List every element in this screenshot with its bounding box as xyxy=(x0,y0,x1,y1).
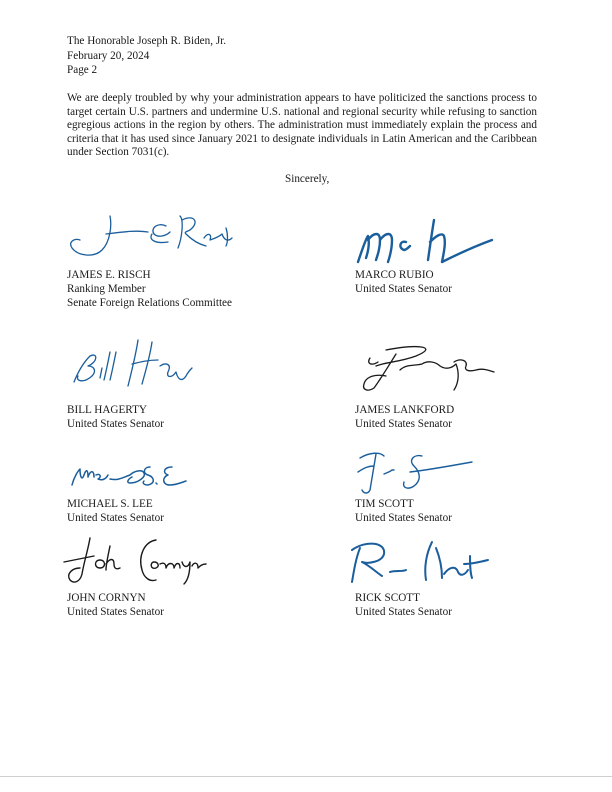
signatory-name: RICK SCOTT xyxy=(355,592,420,604)
signatory-name: JOHN CORNYN xyxy=(67,592,146,604)
lankford-signature xyxy=(356,340,500,396)
page-number: Page 2 xyxy=(67,64,98,77)
signatory-title: United States Senator xyxy=(67,606,164,618)
addressee: The Honorable Joseph R. Biden, Jr. xyxy=(67,35,227,47)
signatory-title: Ranking Member xyxy=(67,283,146,295)
footer-divider xyxy=(0,776,612,777)
rubio-signature xyxy=(350,210,500,270)
letter-header xyxy=(67,34,226,78)
signatory-title: United States Senator xyxy=(355,283,452,295)
body-paragraph: We are deeply troubled by why your administration appears to have politicized the sanctions process to target certain U.S. partners and undermine U.S. national and regional security while refusing to sanction egregious actions in the region by others. The administration must immediately explain the process and criteria that it has used since January 2021 to designate individuals in Latin American and the Caribbean under Section 7031(c). xyxy=(67,92,537,159)
signatory-name: MARCO RUBIO xyxy=(355,269,434,281)
signatory-risch xyxy=(67,268,232,310)
signatory-lankford xyxy=(355,403,454,431)
risch-signature xyxy=(66,208,236,266)
tim-scott-signature xyxy=(350,446,480,498)
signatory-title: Senate Foreign Relations Committee xyxy=(67,297,232,309)
signatory-title: United States Senator xyxy=(355,512,452,524)
signatory-title: United States Senator xyxy=(355,606,452,618)
signatory-rick-scott xyxy=(355,591,452,619)
signatory-rubio xyxy=(355,268,452,296)
signatory-title: United States Senator xyxy=(355,418,452,430)
signatory-title: United States Senator xyxy=(67,418,164,430)
signatory-name: TIM SCOTT xyxy=(355,498,414,510)
signatory-title: United States Senator xyxy=(67,512,164,524)
signatory-name: MICHAEL S. LEE xyxy=(67,498,153,510)
signatory-hagerty xyxy=(67,403,164,431)
signatory-tim-scott xyxy=(355,497,452,525)
lee-signature xyxy=(68,457,198,493)
closing: Sincerely, xyxy=(285,173,330,185)
hagerty-signature xyxy=(68,332,198,388)
signatory-cornyn xyxy=(67,591,164,619)
cornyn-signature xyxy=(60,532,220,590)
letter-date: February 20, 2024 xyxy=(67,49,150,62)
signatory-name: BILL HAGERTY xyxy=(67,404,148,416)
signatory-name: JAMES E. RISCH xyxy=(67,269,151,281)
rick-scott-signature xyxy=(346,536,496,586)
signatory-name: JAMES LANKFORD xyxy=(355,404,455,416)
signatory-lee xyxy=(67,497,164,525)
